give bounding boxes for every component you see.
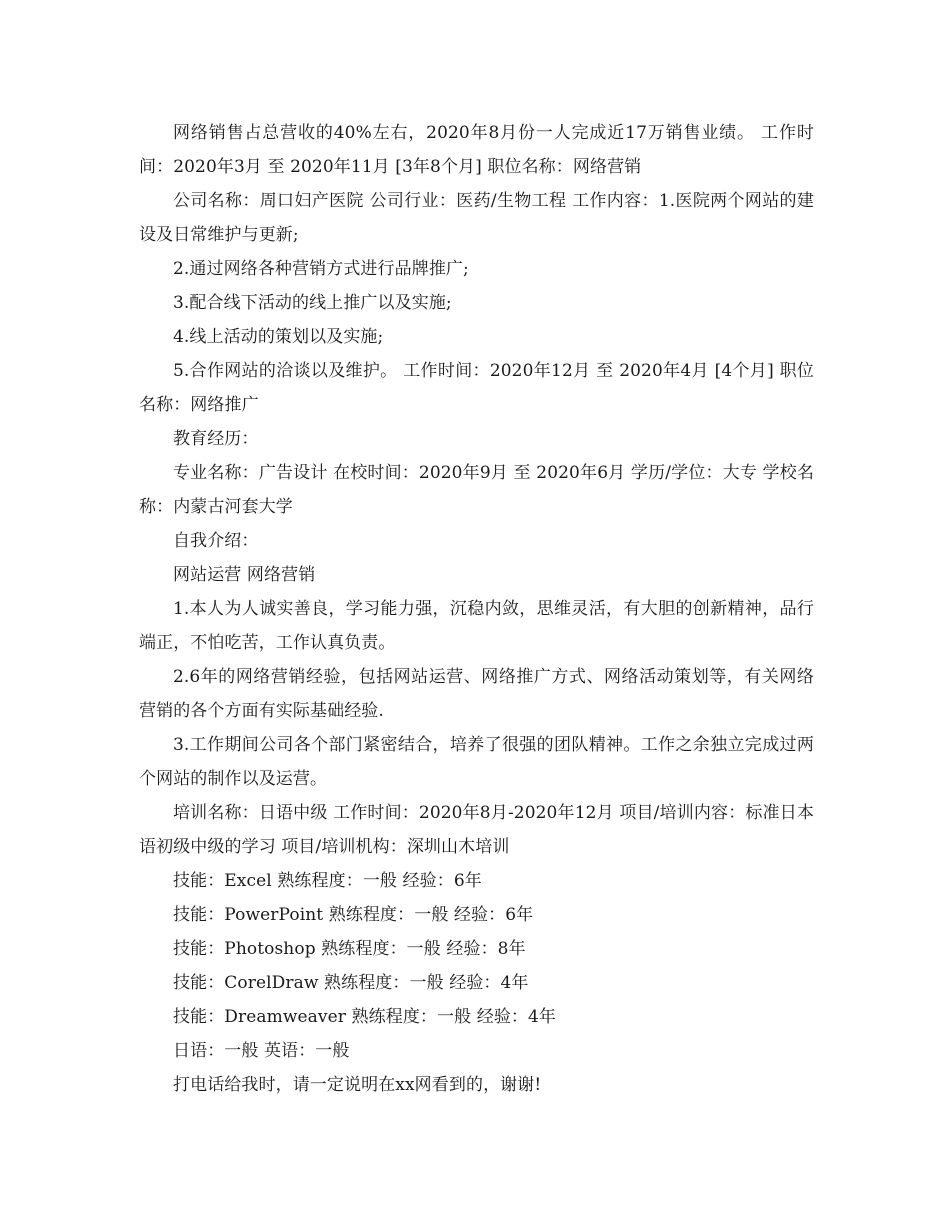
paragraph-contact-note: 打电话给我时，请一定说明在xx网看到的，谢谢! xyxy=(173,1075,542,1095)
paragraph-company-info: 公司名称：周口妇产医院 公司行业：医药/生物工程 工作内容：1.医院两个网站的建设及日常维护与更新; xyxy=(139,191,814,245)
document-body xyxy=(139,116,814,1102)
paragraph-duty-5: 5.合作网站的洽谈以及维护。 工作时间：2020年12月 至 2020年4月 [4个月] 职位名称：网络推广 xyxy=(139,361,814,415)
paragraph-work-summary: 网络销售占总营收的40%左右，2020年8月份一人完成近17万销售业绩。 工作时间：2020年3月 至 2020年11月 [3年8个月] 职位名称：网络营销 xyxy=(139,123,814,177)
paragraph-skill-photoshop: 技能：Photoshop 熟练程度：一般 经验：8年 xyxy=(173,939,526,959)
paragraph-training: 培训名称：日语中级 工作时间：2020年8月-2020年12月 项目/培训内容：标准日本语初级中级的学习 项目/培训机构：深圳山木培训 xyxy=(139,803,814,857)
paragraph-skill-coreldraw: 技能：CorelDraw 熟练程度：一般 经验：4年 xyxy=(173,973,529,993)
paragraph-duty-3: 3.配合线下活动的线上推广以及实施; xyxy=(173,293,452,313)
paragraph-skill-excel: 技能：Excel 熟练程度：一般 经验：6年 xyxy=(173,871,482,891)
paragraph-education-heading: 教育经历： xyxy=(173,429,259,449)
paragraph-skill-dreamweaver: 技能：Dreamweaver 熟练程度：一般 经验：4年 xyxy=(173,1007,557,1027)
paragraph-duty-4: 4.线上活动的策划以及实施; xyxy=(173,327,384,347)
paragraph-self-intro-2: 2.6年的网络营销经验，包括网站运营、网络推广方式、网络活动策划等，有关网络营销的各个方面有实际基础经验. xyxy=(139,667,814,721)
paragraph-self-intro-1: 1.本人为人诚实善良，学习能力强，沉稳内敛，思维灵活，有大胆的创新精神，品行端正，不怕吃苦，工作认真负责。 xyxy=(139,599,814,653)
paragraph-duty-2: 2.通过网络各种营销方式进行品牌推广; xyxy=(173,259,469,279)
paragraph-skill-powerpoint: 技能：PowerPoint 熟练程度：一般 经验：6年 xyxy=(173,905,534,925)
paragraph-self-intro-heading: 自我介绍： xyxy=(173,531,259,551)
paragraph-languages: 日语：一般 英语：一般 xyxy=(173,1041,350,1061)
paragraph-education-detail: 专业名称：广告设计 在校时间：2020年9月 至 2020年6月 学历/学位：大专 学校名称：内蒙古河套大学 xyxy=(139,463,814,517)
paragraph-self-intro-roles: 网站运营 网络营销 xyxy=(173,565,316,585)
paragraph-self-intro-3: 3.工作期间公司各个部门紧密结合，培养了很强的团队精神。工作之余独立完成过两个网站的制作以及运营。 xyxy=(139,735,814,789)
